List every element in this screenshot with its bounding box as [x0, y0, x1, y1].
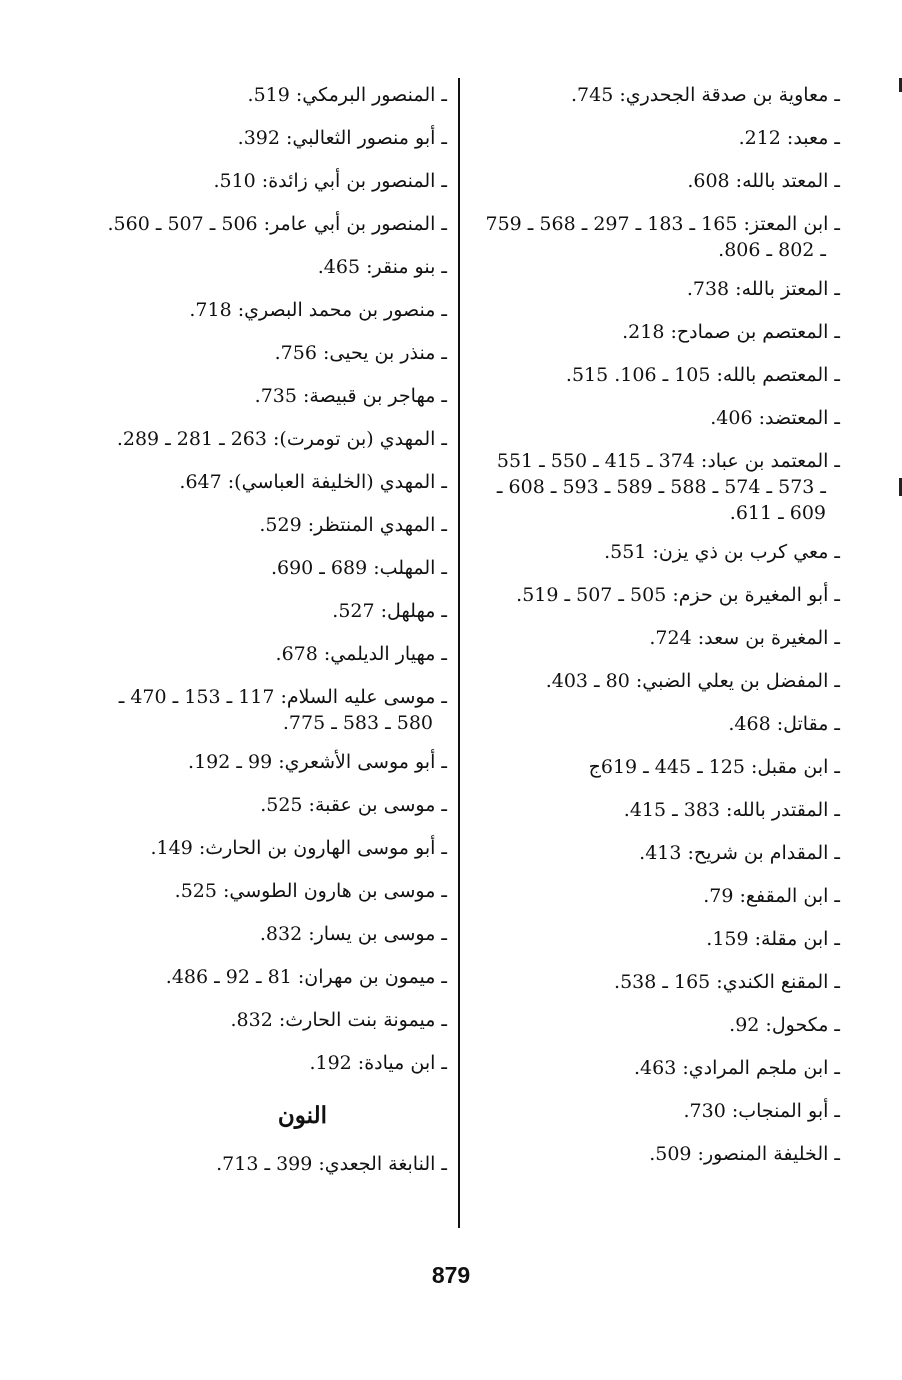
- index-entry: [470, 276, 840, 302]
- index-entry: [470, 168, 840, 194]
- entry-text: ـ ابن المعتز: 165 ـ 183 ـ 297 ـ 568 ـ 759: [485, 213, 840, 235]
- entry-text: ـ معي كرب بن ذي يزن: 551.: [604, 541, 840, 563]
- entry-text: ـ مهيار الديلمي: 678.: [275, 643, 447, 665]
- index-entry: [470, 125, 840, 151]
- entry-text: ـ ابن ملجم المرادي: 463.: [634, 1057, 840, 1079]
- entry-text: ـ المهدي المنتظر: 529.: [259, 514, 447, 536]
- index-entry: [470, 883, 840, 909]
- entry-text: ـ المنصور بن أبي عامر: 506 ـ 507 ـ 560.: [107, 213, 447, 235]
- index-entry: [82, 921, 447, 947]
- index-entry: [470, 582, 840, 608]
- index-entry: [82, 792, 447, 818]
- entry-text: ـ النابغة الجعدي: 399 ـ 713.: [216, 1153, 447, 1175]
- index-entry: [470, 797, 840, 823]
- index-entry: [82, 125, 447, 151]
- index-entry: [82, 211, 447, 237]
- index-entry: [82, 1050, 447, 1076]
- index-entry: [82, 1151, 447, 1177]
- index-entry: [82, 254, 447, 280]
- left-column: [82, 82, 447, 1194]
- index-entry: [82, 383, 447, 409]
- entry-text: ـ أبو منصور الثعالبي: 392.: [237, 127, 447, 149]
- entry-text: ـ المعتمد بن عباد: 374 ـ 415 ـ 550 ـ 551: [496, 450, 840, 472]
- entry-text: ـ الخليفة المنصور: 509.: [649, 1143, 840, 1165]
- entry-text: ـ أبو المنجاب: 730.: [683, 1100, 840, 1122]
- entry-text: ـ منصور بن محمد البصري: 718.: [189, 299, 447, 321]
- index-entry: [470, 211, 840, 263]
- index-entry: [82, 835, 447, 861]
- index-entry: [82, 878, 447, 904]
- entry-text: ـ ميمونة بنت الحارث: 832.: [230, 1009, 447, 1031]
- entry-text: ـ ابن مقبل: 125 ـ 445 ـ 619ج: [588, 756, 840, 778]
- entry-text: ـ ابن مقلة: 159.: [706, 928, 840, 950]
- index-entry: [82, 426, 447, 452]
- index-entry: [470, 362, 840, 388]
- entry-text: ـ ابن ميادة: 192.: [309, 1052, 447, 1074]
- entry-text: ـ مقاتل: 468.: [728, 713, 840, 735]
- index-entry: [82, 749, 447, 775]
- entry-text: ـ المنصور بن أبي زائدة: 510.: [213, 170, 447, 192]
- index-entry: [470, 969, 840, 995]
- column-divider: [458, 78, 460, 1228]
- index-entry: [82, 512, 447, 538]
- page-number: 879: [431, 1262, 471, 1288]
- index-entry: [82, 82, 447, 108]
- index-entry: [470, 1055, 840, 1081]
- index-entry: [82, 340, 447, 366]
- entry-text: ـ موسى بن يسار: 832.: [259, 923, 447, 945]
- entry-text: ـ المهدي (الخليفة العباسي): 647.: [179, 471, 447, 493]
- index-entry: [470, 926, 840, 952]
- entry-text: ـ معبد: 212.: [738, 127, 840, 149]
- entry-text: ـ موسى بن عقبة: 525.: [260, 794, 447, 816]
- index-entry: [470, 1141, 840, 1167]
- entry-text: ـ المهدي (بن تومرت): 263 ـ 281 ـ 289.: [116, 428, 447, 450]
- entry-text: ـ المهلب: 689 ـ 690.: [270, 557, 447, 579]
- entry-text: ـ معاوية بن صدقة الجحدري: 745.: [570, 84, 840, 106]
- entry-text: ـ المعتضد: 406.: [710, 407, 840, 429]
- index-entry: [82, 469, 447, 495]
- index-entry: [470, 840, 840, 866]
- index-entry: [470, 668, 840, 694]
- index-entry: [82, 598, 447, 624]
- entry-text: ـ المنصور البرمكي: 519.: [247, 84, 447, 106]
- index-entry: [470, 405, 840, 431]
- right-column: [470, 82, 840, 1184]
- index-entry: [82, 297, 447, 323]
- entry-text: ـ المعتصم بالله: 105 ـ 106. 515.: [565, 364, 840, 386]
- index-entry: [470, 711, 840, 737]
- index-entry: [470, 1012, 840, 1038]
- entry-text: ـ موسى عليه السلام: 117 ـ 153 ـ 470 ـ: [118, 686, 447, 708]
- entry-text: ـ أبو موسى الأشعري: 99 ـ 192.: [188, 751, 447, 773]
- entry-text: ـ موسى بن هارون الطوسي: 525.: [174, 880, 447, 902]
- index-entry: [82, 684, 447, 736]
- entry-text: ـ المفضل بن يعلي الضبي: 80 ـ 403.: [545, 670, 840, 692]
- entry-continuation: ـ 573 ـ 574 ـ 588 ـ 589 ـ 593 ـ 608 ـ 609 ـ 611.: [496, 476, 826, 524]
- index-entry: [470, 448, 840, 526]
- entry-text: ـ ابن المقفع: 79.: [703, 885, 840, 907]
- index-entry: [82, 641, 447, 667]
- entry-continuation: 580 ـ 583 ـ 775.: [282, 712, 433, 734]
- entry-text: ـ مهلهل: 527.: [332, 600, 447, 622]
- entry-text: ـ منذر بن يحيى: 756.: [274, 342, 447, 364]
- index-entry: [82, 555, 447, 581]
- entry-text: ـ المعتد بالله: 608.: [687, 170, 840, 192]
- entry-text: ـ مهاجر بن قبيصة: 735.: [254, 385, 447, 407]
- index-entry: [470, 539, 840, 565]
- entry-text: ـ أبو المغيرة بن حزم: 505 ـ 507 ـ 519.: [516, 584, 840, 606]
- entry-text: ـ المعتز بالله: 738.: [686, 278, 840, 300]
- section-heading: النون: [277, 1102, 327, 1129]
- entry-text: ـ مكحول: 92.: [729, 1014, 840, 1036]
- entry-text: ـ المقتدر بالله: 383 ـ 415.: [623, 799, 840, 821]
- entry-text: ـ المغيرة بن سعد: 724.: [649, 627, 840, 649]
- entry-text: ـ أبو موسى الهارون بن الحارث: 149.: [150, 837, 447, 859]
- entry-text: ـ بنو منقر: 465.: [317, 256, 447, 278]
- index-entry: [470, 1098, 840, 1124]
- index-entry: [470, 625, 840, 651]
- index-entry: [470, 319, 840, 345]
- entry-text: ـ المعتصم بن صمادح: 218.: [622, 321, 840, 343]
- entry-text: ـ المقدام بن شريح: 413.: [639, 842, 840, 864]
- index-entry: [82, 168, 447, 194]
- entry-text: ـ المقنع الكندي: 165 ـ 538.: [614, 971, 840, 993]
- index-entry: [470, 82, 840, 108]
- entry-continuation: ـ 802 ـ 806.: [718, 239, 826, 261]
- index-entry: [82, 1007, 447, 1033]
- index-entry: [470, 754, 840, 780]
- entry-text: ـ ميمون بن مهران: 81 ـ 92 ـ 486.: [165, 966, 447, 988]
- index-entry: [82, 964, 447, 990]
